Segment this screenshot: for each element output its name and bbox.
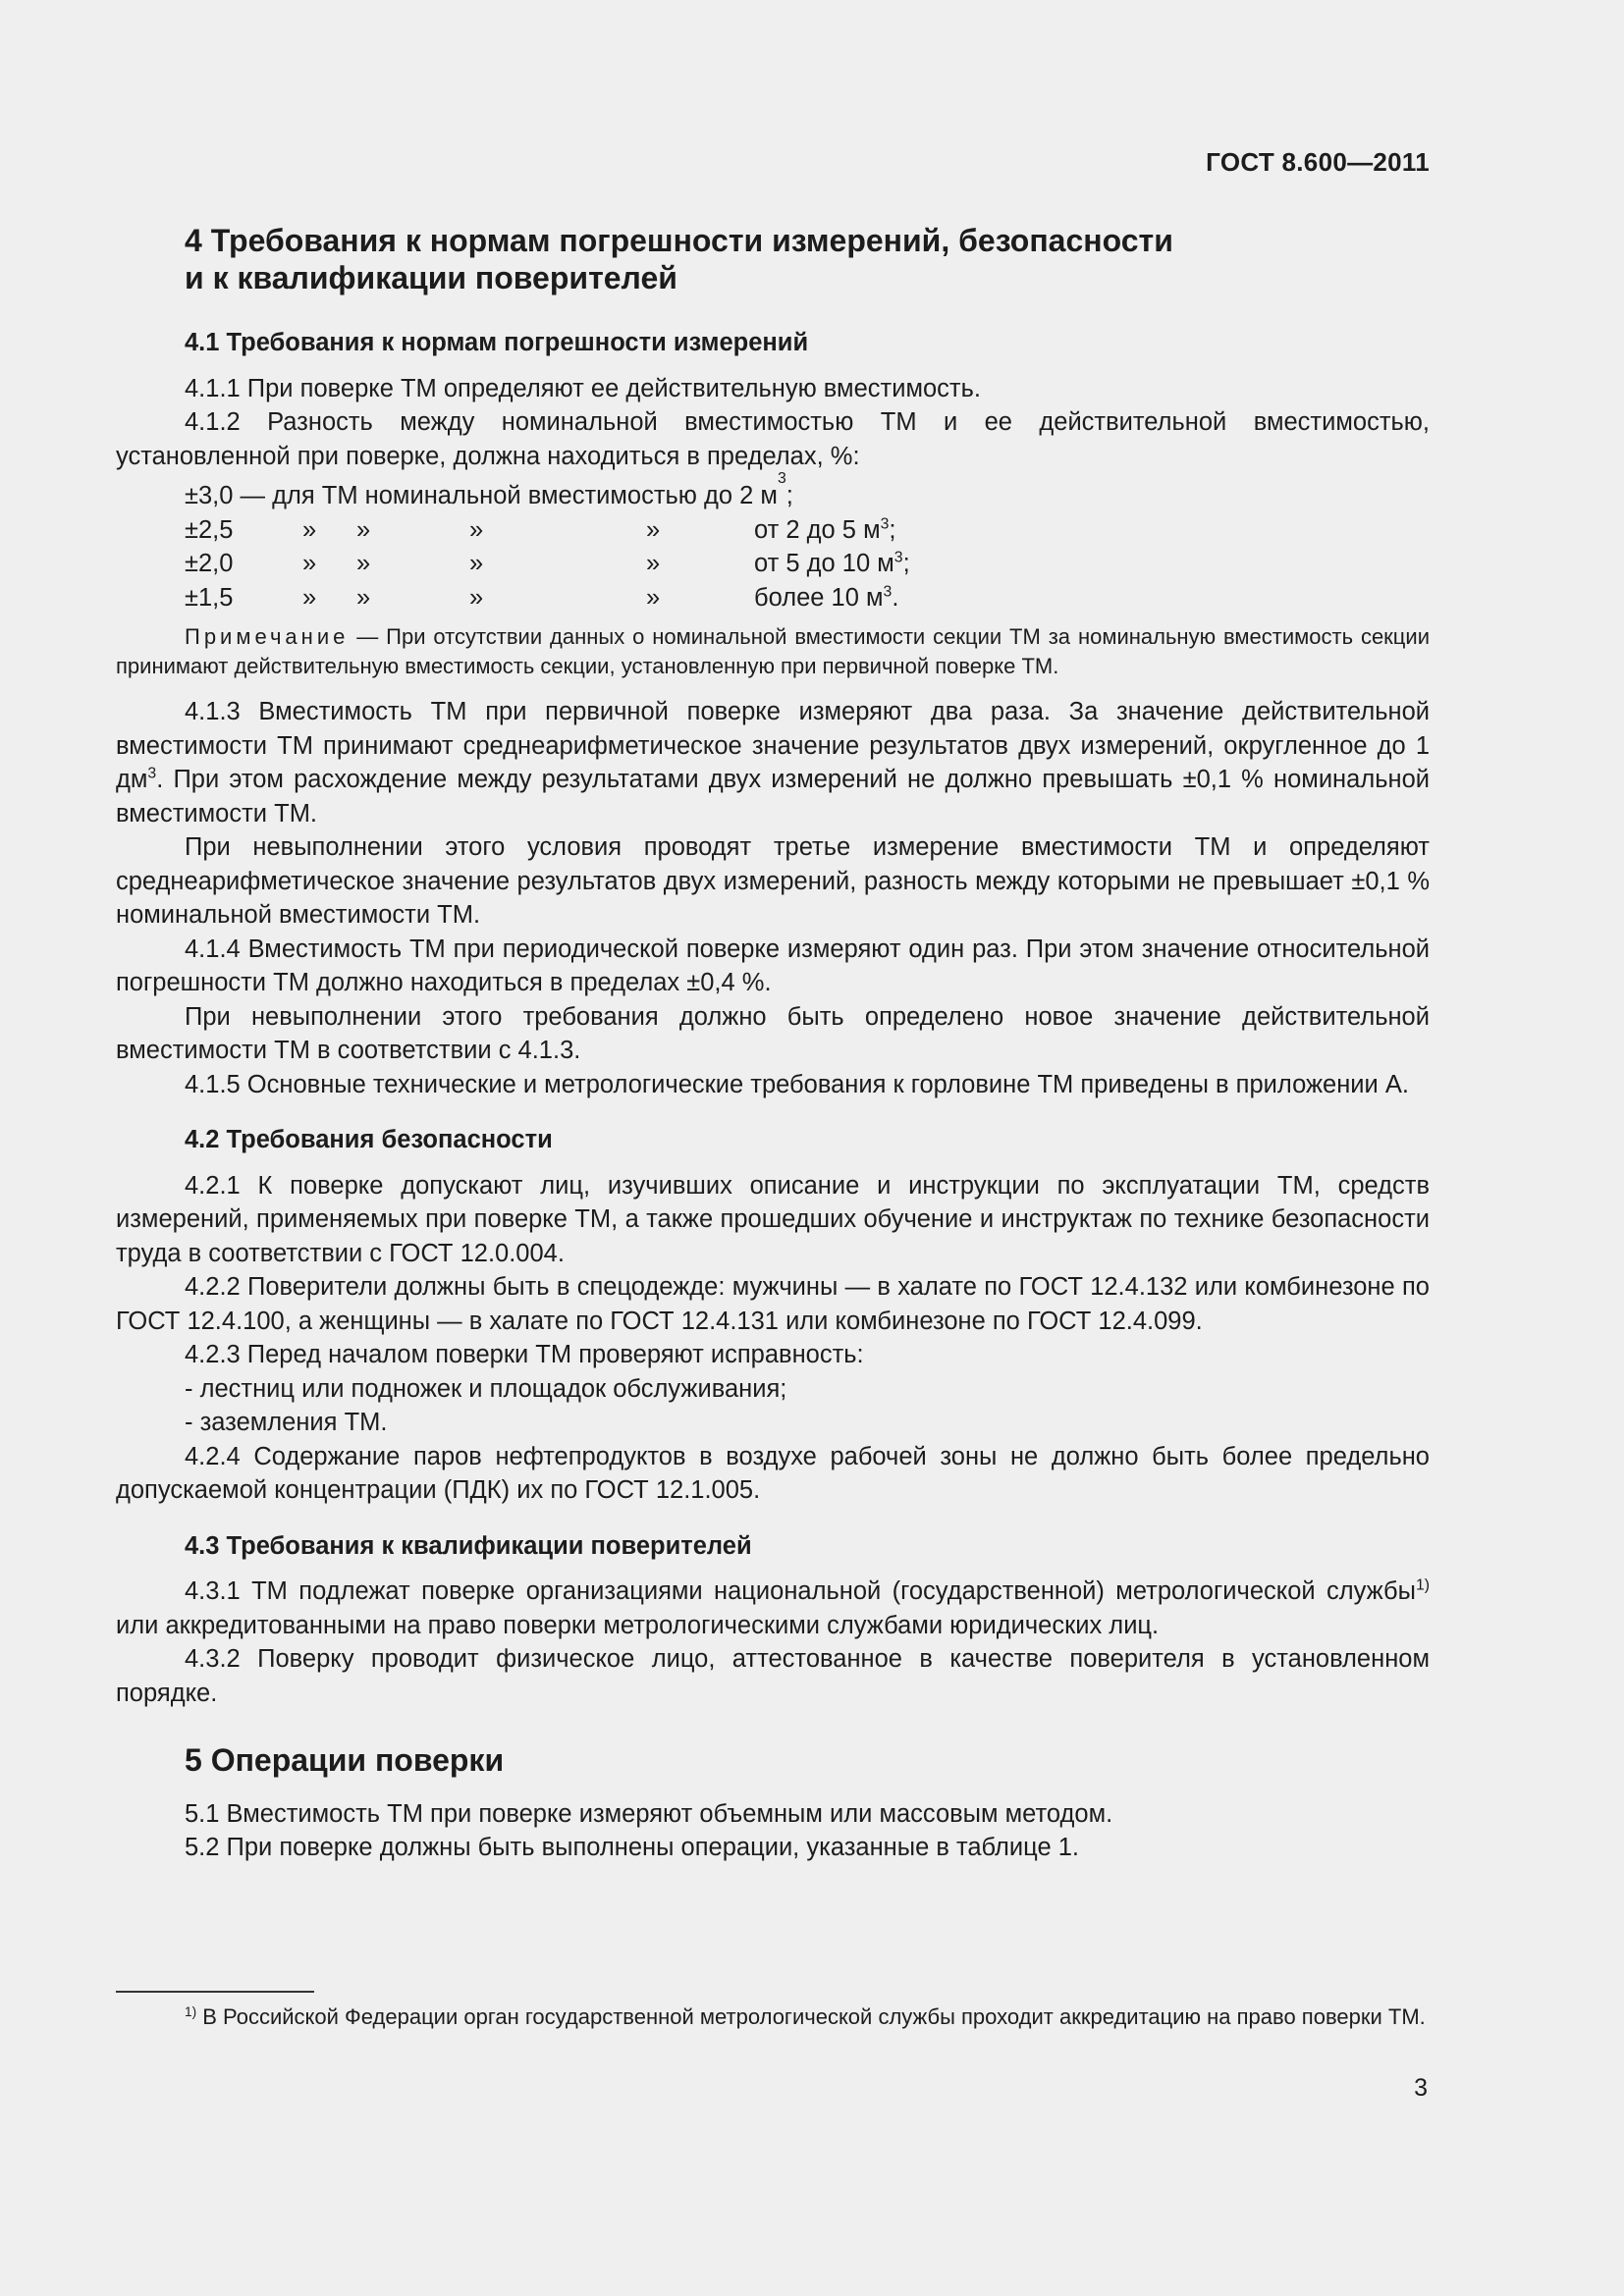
paragraph-4-2-4: 4.2.4 Содержание паров нефтепродуктов в воздухе рабочей зоны не должно быть более предельно допускаемой концентрации (ПДК) их по ГОСТ 12.1.005. — [116, 1442, 1430, 1504]
paragraph-4-2-2: 4.2.2 Поверители должны быть в спецодежде: мужчины — в халате по ГОСТ 12.4.132 или комбинезоне по ГОСТ 12.4.100, а женщины — в халате по ГОСТ 12.4.131 или комбинезоне по ГОСТ 12.4.099. — [116, 1273, 1430, 1335]
superscript: 3 — [893, 549, 903, 566]
paragraph-4-1-2: 4.1.2 Разность между номинальной вместимостью ТМ и ее действительной вместимостью, установленной при поверке, должна находиться в пределах, %: — [116, 408, 1430, 470]
ditto-mark: » — [302, 583, 317, 612]
note-text: — При отсутствии данных о номинальной вместимости секции ТМ за номинальную вместимость секции принимают действительную вместимость секции, установленную при первичной поверке ТМ. — [116, 624, 1430, 678]
punctuation: ; — [785, 482, 793, 509]
superscript: 3 — [777, 470, 786, 487]
footnote — [116, 2002, 1430, 2032]
superscript: 3 — [880, 515, 890, 533]
section-4-heading — [116, 222, 1430, 296]
range-text: более 10 м — [754, 583, 884, 612]
tolerance-value: ±2,0 — [185, 550, 234, 577]
document-code-header: ГОСТ 8.600—2011 — [1206, 147, 1430, 177]
section-4-heading-line2: и к квалификации поверителей — [185, 260, 677, 295]
tolerance-range — [754, 513, 896, 548]
footnote-reference[interactable]: 1) — [1415, 1576, 1430, 1594]
paragraph-5-1: 5.1 Вместимость ТМ при поверке измеряют объемным или массовым методом. — [185, 1799, 1113, 1828]
paragraph-text: . При этом расхождение между результатами двух измерений не должно превышать ±0,1 % номинальной вместимости ТМ. — [116, 766, 1430, 828]
superscript: 3 — [147, 765, 157, 782]
ditto-mark: » — [469, 515, 484, 544]
footnote-mark: 1) — [185, 2003, 197, 2019]
paragraph-4-3-1 — [116, 1575, 1430, 1642]
section-5-heading: 5 Операции поверки — [185, 1742, 505, 1778]
paragraph-4-1-4-cont: При невыполнении этого требования должно быть определено новое значение действительной вместимости ТМ в соответствии с 4.1.3. — [116, 1002, 1430, 1064]
list-item: - заземления ТМ. — [185, 1409, 388, 1436]
subsection-4-1-heading: 4.1 Требования к нормам погрешности измерений — [185, 329, 809, 356]
paragraph-4-1-3-cont: При невыполнении этого условия проводят третье измерение вместимости ТМ и определяют среднеарифметическое значение результатов двух измерений, разность между которыми не превышает ±0,1 % номинальной вместимости ТМ. — [116, 833, 1430, 929]
tolerance-row — [116, 581, 1430, 615]
ditto-mark: » — [356, 583, 371, 612]
subsection-4-2-heading: 4.2 Требования безопасности — [185, 1126, 553, 1153]
tolerance-value: ±1,5 — [185, 583, 234, 612]
paragraph-4-1-1: 4.1.1 При поверке ТМ определяют ее действительную вместимость. — [185, 374, 981, 402]
ditto-mark: » — [302, 515, 317, 544]
punctuation: ; — [902, 550, 910, 577]
range-text: от 5 до 10 м — [754, 550, 894, 577]
note — [116, 622, 1430, 681]
list-item: - лестниц или подножек и площадок обслуживания; — [185, 1374, 787, 1403]
tolerance-list — [116, 470, 1430, 614]
ditto-mark: » — [469, 583, 484, 612]
paragraph-text: 4.3.1 ТМ подлежат поверке организациями национальной (государственной) метрологической службы — [185, 1577, 1416, 1605]
page-number: 3 — [1414, 2074, 1428, 2102]
punctuation: . — [892, 583, 899, 612]
page-body — [116, 222, 1430, 1865]
superscript: 3 — [883, 583, 893, 601]
tolerance-text: ±3,0 — для ТМ номинальной вместимостью до 2 м — [185, 482, 778, 509]
paragraph-4-3-2: 4.3.2 Поверку проводит физическое лицо, аттестованное в качестве поверителя в установленном порядке. — [116, 1645, 1430, 1707]
note-label: Примечание — [185, 624, 350, 649]
paragraph-4-1-4: 4.1.4 Вместимость ТМ при периодической поверке измеряют один раз. При этом значение относительной погрешности ТМ должно находиться в пределах ±0,4 %. — [116, 934, 1430, 996]
paragraph-5-2: 5.2 При поверке должны быть выполнены операции, указанные в таблице 1. — [185, 1834, 1079, 1861]
ditto-mark: » — [646, 550, 661, 577]
footnote-separator — [116, 1991, 314, 1993]
ditto-mark: » — [646, 583, 661, 612]
tolerance-row — [116, 547, 1430, 581]
ditto-mark: » — [356, 550, 371, 577]
ditto-mark: » — [646, 515, 661, 544]
tolerance-row — [116, 513, 1430, 548]
paragraph-text: или аккредитованными на право поверки метрологическими службами юридических лиц. — [116, 1611, 1160, 1639]
tolerance-range — [754, 547, 910, 581]
punctuation: ; — [889, 515, 896, 544]
paragraph-text: 4.1.3 Вместимость ТМ при первичной поверке измеряют два раза. За значение действительной вместимости ТМ принимают среднеарифметическое значение результатов двух измерений, округленное до 1 дм — [116, 698, 1430, 793]
tolerance-row — [116, 470, 1430, 513]
tolerance-value: ±2,5 — [185, 515, 234, 544]
paragraph-4-2-3: 4.2.3 Перед началом поверки ТМ проверяют исправность: — [185, 1341, 864, 1368]
ditto-mark: » — [302, 550, 317, 577]
subsection-4-3-heading: 4.3 Требования к квалификации поверителей — [185, 1531, 752, 1560]
paragraph-4-1-5: 4.1.5 Основные технические и метрологические требования к горловине ТМ приведены в приложении А. — [185, 1070, 1409, 1098]
tolerance-range — [754, 581, 898, 615]
paragraph-4-1-3 — [116, 695, 1430, 830]
ditto-mark: » — [469, 550, 484, 577]
paragraph-4-2-1: 4.2.1 К поверке допускают лиц, изучивших описание и инструкции по эксплуатации ТМ, средств измерений, применяемых при поверке ТМ, а также прошедших обучение и инструктаж по технике безопасности труда в соответствии с ГОСТ 12.0.004. — [116, 1171, 1430, 1267]
section-4-heading-line1: 4 Требования к нормам погрешности измерений, безопасности — [185, 223, 1173, 258]
footnote-text: В Российской Федерации орган государственной метрологической службы проходит аккредитацию на право поверки ТМ. — [196, 2004, 1426, 2029]
ditto-mark: » — [356, 515, 371, 544]
range-text: от 2 до 5 м — [754, 515, 881, 544]
